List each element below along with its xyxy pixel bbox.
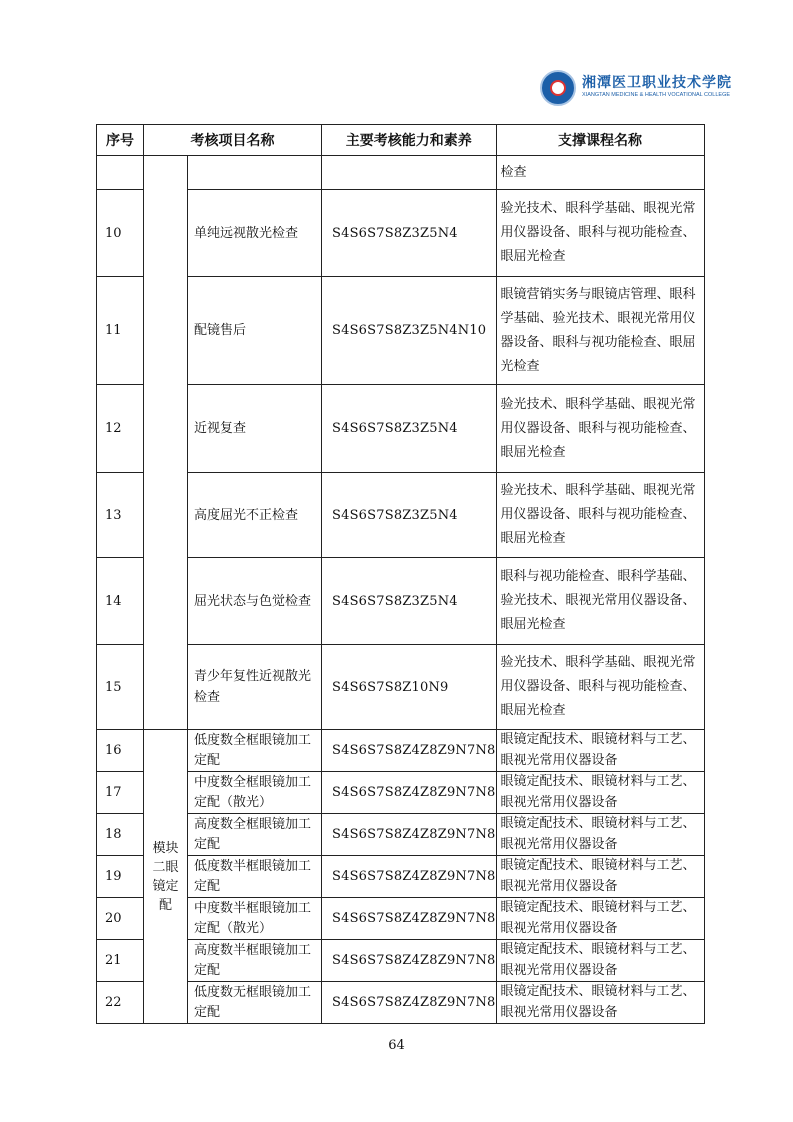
- table-row: [97, 982, 705, 1024]
- row-num: 22: [97, 982, 144, 1024]
- row-code: S4S6S7S8Z10N9: [322, 645, 497, 730]
- row-num: 13: [97, 473, 144, 558]
- table-row: [97, 473, 705, 558]
- row-code: S4S6S7S8Z3Z5N4: [322, 558, 497, 645]
- header-item: 考核项目名称: [144, 125, 322, 156]
- row-code: S4S6S7S8Z4Z8Z9N7N8: [322, 814, 497, 856]
- table-row: [97, 730, 705, 772]
- row-course: 眼镜定配技术、眼镜材料与工艺、眼视光常用仪器设备: [496, 940, 704, 982]
- logo-english-name: XIANGTAN MEDICINE & HEALTH VOCATIONAL COLLEGE: [582, 92, 731, 98]
- row-item: 低度数全框眼镜加工定配: [188, 730, 322, 772]
- table-row: [97, 385, 705, 473]
- row-course: 眼镜定配技术、眼镜材料与工艺、眼视光常用仪器设备: [496, 730, 704, 772]
- row-item: 低度数无框眼镜加工定配: [188, 982, 322, 1024]
- row-code: S4S6S7S8Z4Z8Z9N7N8: [322, 856, 497, 898]
- row-num: 11: [97, 277, 144, 385]
- row-item: 屈光状态与色觉检查: [188, 558, 322, 645]
- page-number: 64: [388, 1038, 405, 1053]
- module-cell-continued: [144, 156, 188, 730]
- college-emblem-icon: [540, 70, 576, 106]
- row-num: 10: [97, 190, 144, 277]
- row-num: 16: [97, 730, 144, 772]
- table-row: [97, 190, 705, 277]
- row-num: 19: [97, 856, 144, 898]
- row-code: S4S6S7S8Z4Z8Z9N7N8: [322, 982, 497, 1024]
- table-header-row: [97, 125, 705, 156]
- module-label: 模块二眼镜定配: [144, 730, 188, 1024]
- row-code: S4S6S7S8Z4Z8Z9N7N8: [322, 940, 497, 982]
- assessment-table: [96, 124, 705, 1024]
- row-num: 15: [97, 645, 144, 730]
- table-row: [97, 558, 705, 645]
- row-num: 14: [97, 558, 144, 645]
- row-code: S4S6S7S8Z4Z8Z9N7N8: [322, 898, 497, 940]
- row-course: 验光技术、眼科学基础、眼视光常用仪器设备、眼科与视功能检查、眼屈光检查: [496, 190, 704, 277]
- header-num: 序号: [97, 125, 144, 156]
- row-item: 高度数全框眼镜加工定配: [188, 814, 322, 856]
- row-item: 近视复查: [188, 385, 322, 473]
- row-num: 17: [97, 772, 144, 814]
- table-row: [97, 645, 705, 730]
- row-item: 高度屈光不正检查: [188, 473, 322, 558]
- row-course: 眼镜定配技术、眼镜材料与工艺、眼视光常用仪器设备: [496, 772, 704, 814]
- row-course: 眼科与视功能检查、眼科学基础、验光技术、眼视光常用仪器设备、眼屈光检查: [496, 558, 704, 645]
- table-row: [97, 772, 705, 814]
- row-item: 青少年复性近视散光检查: [188, 645, 322, 730]
- row-code: S4S6S7S8Z3Z5N4: [322, 385, 497, 473]
- row-item: 中度数全框眼镜加工定配（散光）: [188, 772, 322, 814]
- row-course: 验光技术、眼科学基础、眼视光常用仪器设备、眼科与视功能检查、眼屈光检查: [496, 645, 704, 730]
- row-course: 验光技术、眼科学基础、眼视光常用仪器设备、眼科与视功能检查、眼屈光检查: [496, 473, 704, 558]
- row-code: S4S6S7S8Z4Z8Z9N7N8: [322, 730, 497, 772]
- row-item: 单纯远视散光检查: [188, 190, 322, 277]
- continued-course: 检查: [496, 156, 704, 190]
- row-num: 20: [97, 898, 144, 940]
- table-row: [97, 277, 705, 385]
- row-course: 眼镜定配技术、眼镜材料与工艺、眼视光常用仪器设备: [496, 982, 704, 1024]
- row-item: 配镜售后: [188, 277, 322, 385]
- row-code: S4S6S7S8Z3Z5N4: [322, 473, 497, 558]
- header-ability: 主要考核能力和素养: [322, 125, 497, 156]
- row-num: 18: [97, 814, 144, 856]
- table-row: [97, 856, 705, 898]
- row-num: 12: [97, 385, 144, 473]
- row-item: 高度数半框眼镜加工定配: [188, 940, 322, 982]
- row-code: S4S6S7S8Z4Z8Z9N7N8: [322, 772, 497, 814]
- logo-chinese-name: 湘潭医卫职业技术学院: [582, 75, 732, 91]
- table-row: [97, 898, 705, 940]
- row-course: 眼镜定配技术、眼镜材料与工艺、眼视光常用仪器设备: [496, 814, 704, 856]
- row-code: S4S6S7S8Z3Z5N4: [322, 190, 497, 277]
- row-item: 低度数半框眼镜加工定配: [188, 856, 322, 898]
- table-row: [97, 814, 705, 856]
- row-num: 21: [97, 940, 144, 982]
- row-item: 中度数半框眼镜加工定配（散光）: [188, 898, 322, 940]
- row-course: 眼镜定配技术、眼镜材料与工艺、眼视光常用仪器设备: [496, 856, 704, 898]
- header-course: 支撑课程名称: [496, 125, 704, 156]
- table-row: [97, 940, 705, 982]
- row-course: 验光技术、眼科学基础、眼视光常用仪器设备、眼科与视功能检查、眼屈光检查: [496, 385, 704, 473]
- row-course: 眼镜营销实务与眼镜店管理、眼科学基础、验光技术、眼视光常用仪器设备、眼科与视功能检查、眼屈光检查: [496, 277, 704, 385]
- row-code: S4S6S7S8Z3Z5N4N10: [322, 277, 497, 385]
- table-row-continued: [97, 156, 705, 190]
- row-course: 眼镜定配技术、眼镜材料与工艺、眼视光常用仪器设备: [496, 898, 704, 940]
- college-logo: [540, 70, 732, 108]
